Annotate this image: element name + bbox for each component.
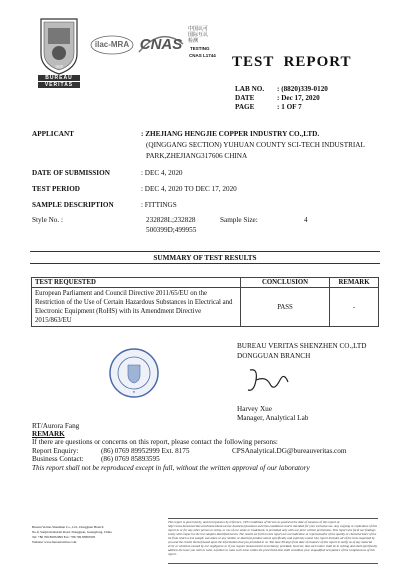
footer-left (32, 525, 152, 545)
branch-line-2: DONGGUAN BRANCH (237, 352, 311, 360)
sample-value: : FITTINGS (141, 201, 177, 209)
enquiry-phone: (86) 0769 89952999 Ext. 8175 (101, 447, 190, 455)
period-label: TEST PERIOD (32, 185, 80, 193)
footer-address: No.9, Sanjin Industrial Road, Dongguan, Guangdong, China (32, 530, 112, 534)
cnas-logo (137, 32, 185, 54)
enquiry-label: Report Enquiry: (32, 447, 79, 455)
page-label: PAGE (235, 103, 255, 111)
ilac-text: ilac-MRA (94, 40, 130, 49)
date-label: DATE (235, 94, 255, 102)
footer-website[interactable]: Website: www.bureauveritas.com (32, 540, 77, 544)
col-header-test: TEST REQUESTED (32, 278, 241, 288)
bureau-veritas-logo (36, 16, 82, 90)
sample-label: SAMPLE DESCRIPTION (32, 201, 114, 209)
summary-rule-bottom (30, 263, 380, 264)
footer-company: Bureau Veritas Shenzhen Co., Ltd., Dongguan Branch (32, 525, 104, 529)
reference: RT/Aurora Fang (32, 422, 80, 430)
style-line-2: 500399D;499955 (146, 226, 197, 234)
cnas-testing-text: TESTING (190, 46, 210, 51)
style-label: Style No. : (32, 216, 63, 224)
summary-title: SUMMARY OF TEST RESULTS (153, 254, 257, 262)
sample-size-value: 4 (304, 216, 308, 224)
footer-fine-print: This report is governed by, and incorporates by reference, CPS Conditions of Service as posted at the date of issuance of this report at http://www.bureauveritas.com/home/about-us/our-business/cps/about-us/terms-conditions/ and is intended for your exclusive use. Any copying or replication of this report to or for any other person or entity, or use of our name or trademark, is permitted only with our prior written permission. This report sets forth our findings solely with respect to the test samples identified herein. The results set forth in this report are not indicative or representative of the quality or characteristics of the lot from which a test sample was taken or any similar or identical product unless specifically and expressly noted. Our report includes all of the tests requested by you and the results thereof based upon the information that you provided to us. You have 60 days from date of issuance of this report to notify us of any material error or omission caused by our negligence or if you require measurement uncertainty; provided, however, that such notice shall be in writing and shall specifically address the issue you wish to raise. A failure to raise such issue within the prescribed time shall constitute your unqualified acceptance of the completeness of this report. (168, 520, 378, 556)
applicant-address-2: PARK,ZHEJIANG317606 CHINA (146, 152, 248, 160)
reproduction-notice: This report shall not be reproduced except in full, without the written approval of our laboratory (32, 464, 310, 472)
enquiry-email[interactable]: CPSAnalytical.DG@bureauveritas.com (232, 447, 347, 455)
remark-title: REMARK (32, 430, 65, 438)
submission-label: DATE OF SUBMISSION (32, 169, 110, 177)
cnas-text: CNAS (139, 36, 183, 53)
applicant-name: : ZHEJIANG HENGJIE COPPER INDUSTRY CO.,LTD. (141, 130, 320, 138)
period-value: : DEC 4, 2020 TO DEC 17, 2020 (141, 185, 237, 193)
bv-bottom-text: VERITAS (44, 82, 74, 88)
footer-fine-box (168, 518, 378, 564)
svg-text:★: ★ (132, 390, 136, 394)
table-row (32, 288, 379, 327)
bv-top-text: BUREAU (45, 75, 73, 81)
remark-intro: If there are questions or concerns on this report, please contact the following persons: (32, 438, 278, 446)
bv-year: 1828 (55, 64, 63, 69)
signature (244, 366, 294, 396)
branch-line-1: BUREAU VERITAS SHENZHEN CO.,LTD (237, 342, 367, 350)
remark-cell: - (330, 288, 379, 327)
signer-title: Manager, Analytical Lab (237, 414, 309, 422)
applicant-address-1: (QINGGANG SECTION) YUHUAN COUNTY SCI-TECH INDUSTRIAL (146, 141, 365, 149)
applicant-label: APPLICANT (32, 130, 74, 138)
signer-name: Harvey Xue (237, 405, 272, 413)
contact-label: Business Contact: (32, 455, 84, 463)
results-table (31, 277, 379, 327)
submission-value: : DEC 4, 2020 (141, 169, 183, 177)
lab-no-value: : (8820)339-0120 (277, 85, 328, 93)
sample-size-label: Sample Size: (220, 216, 258, 224)
contact-phone: (86) 0769 85893595 (101, 455, 160, 463)
lab-no-label: LAB NO. (235, 85, 265, 93)
cnas-cn-text: 中国认可 国际互认 检测 (188, 26, 209, 44)
report-title: TEST REPORT (232, 54, 352, 70)
cnas-number: CNAS L1744 (189, 53, 216, 58)
footer-phone: Tel: +86 769 89952999 Fax: +86 769 85893595 (32, 535, 96, 539)
ilac-logo (90, 35, 134, 55)
col-header-conclusion: CONCLUSION (241, 278, 330, 288)
page-value: : 1 OF 7 (277, 103, 302, 111)
summary-rule-top (30, 251, 380, 252)
col-header-remark: REMARK (330, 278, 379, 288)
company-stamp (108, 347, 160, 399)
test-requested-cell: European Parliament and Council Directive 2011/65/EU on the Restriction of the Use of Certain Hazardous Substances in Electrical and Electronic Equipment (RoHS) with its Amendment Directive 2015/863/EU (32, 288, 241, 327)
conclusion-cell: PASS (241, 288, 330, 327)
date-value: : Dec 17, 2020 (277, 94, 320, 102)
style-line-1: 232828L;232828 (146, 216, 196, 224)
table-header-row (32, 278, 379, 288)
